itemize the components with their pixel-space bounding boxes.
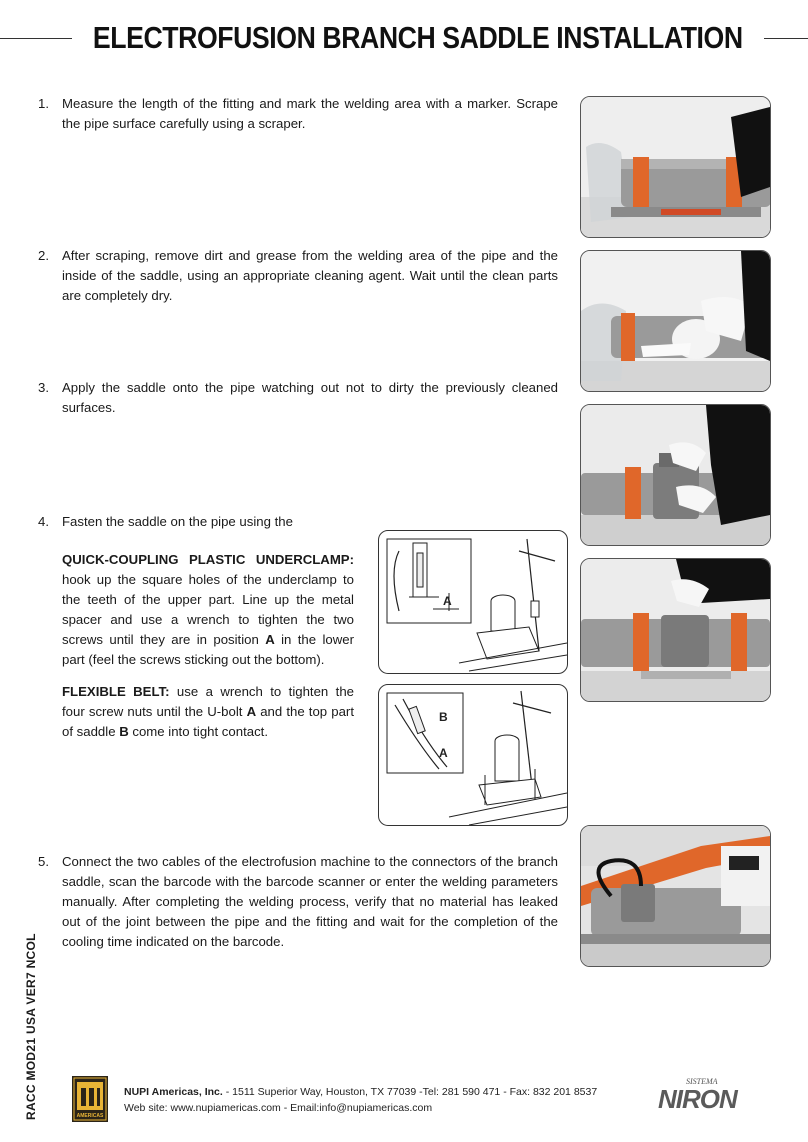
logo-sub: AMERICAS — [76, 1113, 104, 1119]
step-number: 1. — [38, 96, 49, 111]
step-2 — [38, 246, 558, 303]
photo-scraping — [580, 96, 771, 238]
diagram-label-a-belt: A — [439, 746, 448, 760]
company-address: - 1511 Superior Way, Houston, TX 77039 -Tel: 281 590 471 - Fax: 832 201 8537 — [222, 1086, 598, 1098]
diagram-underclamp — [378, 530, 568, 674]
nupi-logo — [72, 1076, 108, 1122]
underclamp-description: QUICK-COUPLING PLASTIC UNDERCLAMP: hook up the square holes of the underclamp to the teeth of the upper part. Line up the metal spacer and use a wrench to tighten the two screws until they are in position A in the lower part (feel the screws sticking out the bottom). — [62, 552, 354, 667]
title-rule-left — [0, 38, 72, 39]
photo-saddle-placement — [580, 404, 771, 546]
page-title: ELECTROFUSION BRANCH SADDLE INSTALLATION — [92, 20, 743, 55]
step-3 — [38, 378, 558, 415]
step-text: Apply the saddle onto the pipe watching out not to dirty the previously cleaned surfaces. — [62, 380, 558, 415]
belt-heading: FLEXIBLE BELT: — [62, 684, 170, 699]
diagram-label-a: A — [443, 594, 452, 608]
photo-cleaning — [580, 250, 771, 392]
document-code: RACC MOD21 USA VER7 NCOL — [24, 933, 38, 1120]
photo-fastening — [580, 558, 771, 702]
belt-description: FLEXIBLE BELT: use a wrench to tighten the four screw nuts until the U-bolt A and the top part of saddle B come into tight contact. — [62, 684, 354, 739]
step-number: 4. — [38, 514, 49, 529]
diagram-label-b: B — [439, 710, 448, 724]
diagram-flexible-belt — [378, 684, 568, 826]
page-title-bar — [0, 16, 808, 60]
photo-welding — [580, 825, 771, 967]
brand-sistema: SISTEMA — [686, 1077, 718, 1086]
footer-contact — [124, 1084, 597, 1116]
step-1 — [38, 94, 558, 136]
step-text: Fasten the saddle on the pipe using the — [62, 514, 293, 529]
company-web: Web site: www.nupiamericas.com - Email:info@nupiamericas.com — [124, 1102, 433, 1114]
step-text: After scraping, remove dirt and grease from the welding area of the pipe and the inside of the saddle, using an appropriate cleaning agent. Wait until the clean parts are completely dry. — [62, 248, 558, 303]
company-name: NUPI Americas, Inc. — [124, 1086, 223, 1098]
step-5 — [38, 852, 558, 949]
step-text: Connect the two cables of the electrofusion machine to the connectors of the branch saddle, scan the barcode with the barcode scanner or enter the welding parameters manually. After completing the welding process, verify that no material has leaked out of the joint between the pipe and the fitting and wait for the completion of the cooling time indicated on the barcode. — [62, 854, 558, 949]
step-number: 5. — [38, 854, 49, 869]
brand-name: NIRON — [658, 1084, 737, 1114]
step-number: 3. — [38, 380, 49, 395]
niron-brand-logo — [656, 1074, 772, 1114]
step-4 — [38, 512, 358, 534]
title-rule-right — [764, 38, 808, 39]
step-number: 2. — [38, 248, 49, 263]
step-text: Measure the length of the fitting and mark the welding area with a marker. Scrape the pipe surface carefully using a scraper. — [62, 96, 558, 131]
underclamp-heading: QUICK-COUPLING PLASTIC UNDERCLAMP: — [62, 552, 354, 567]
